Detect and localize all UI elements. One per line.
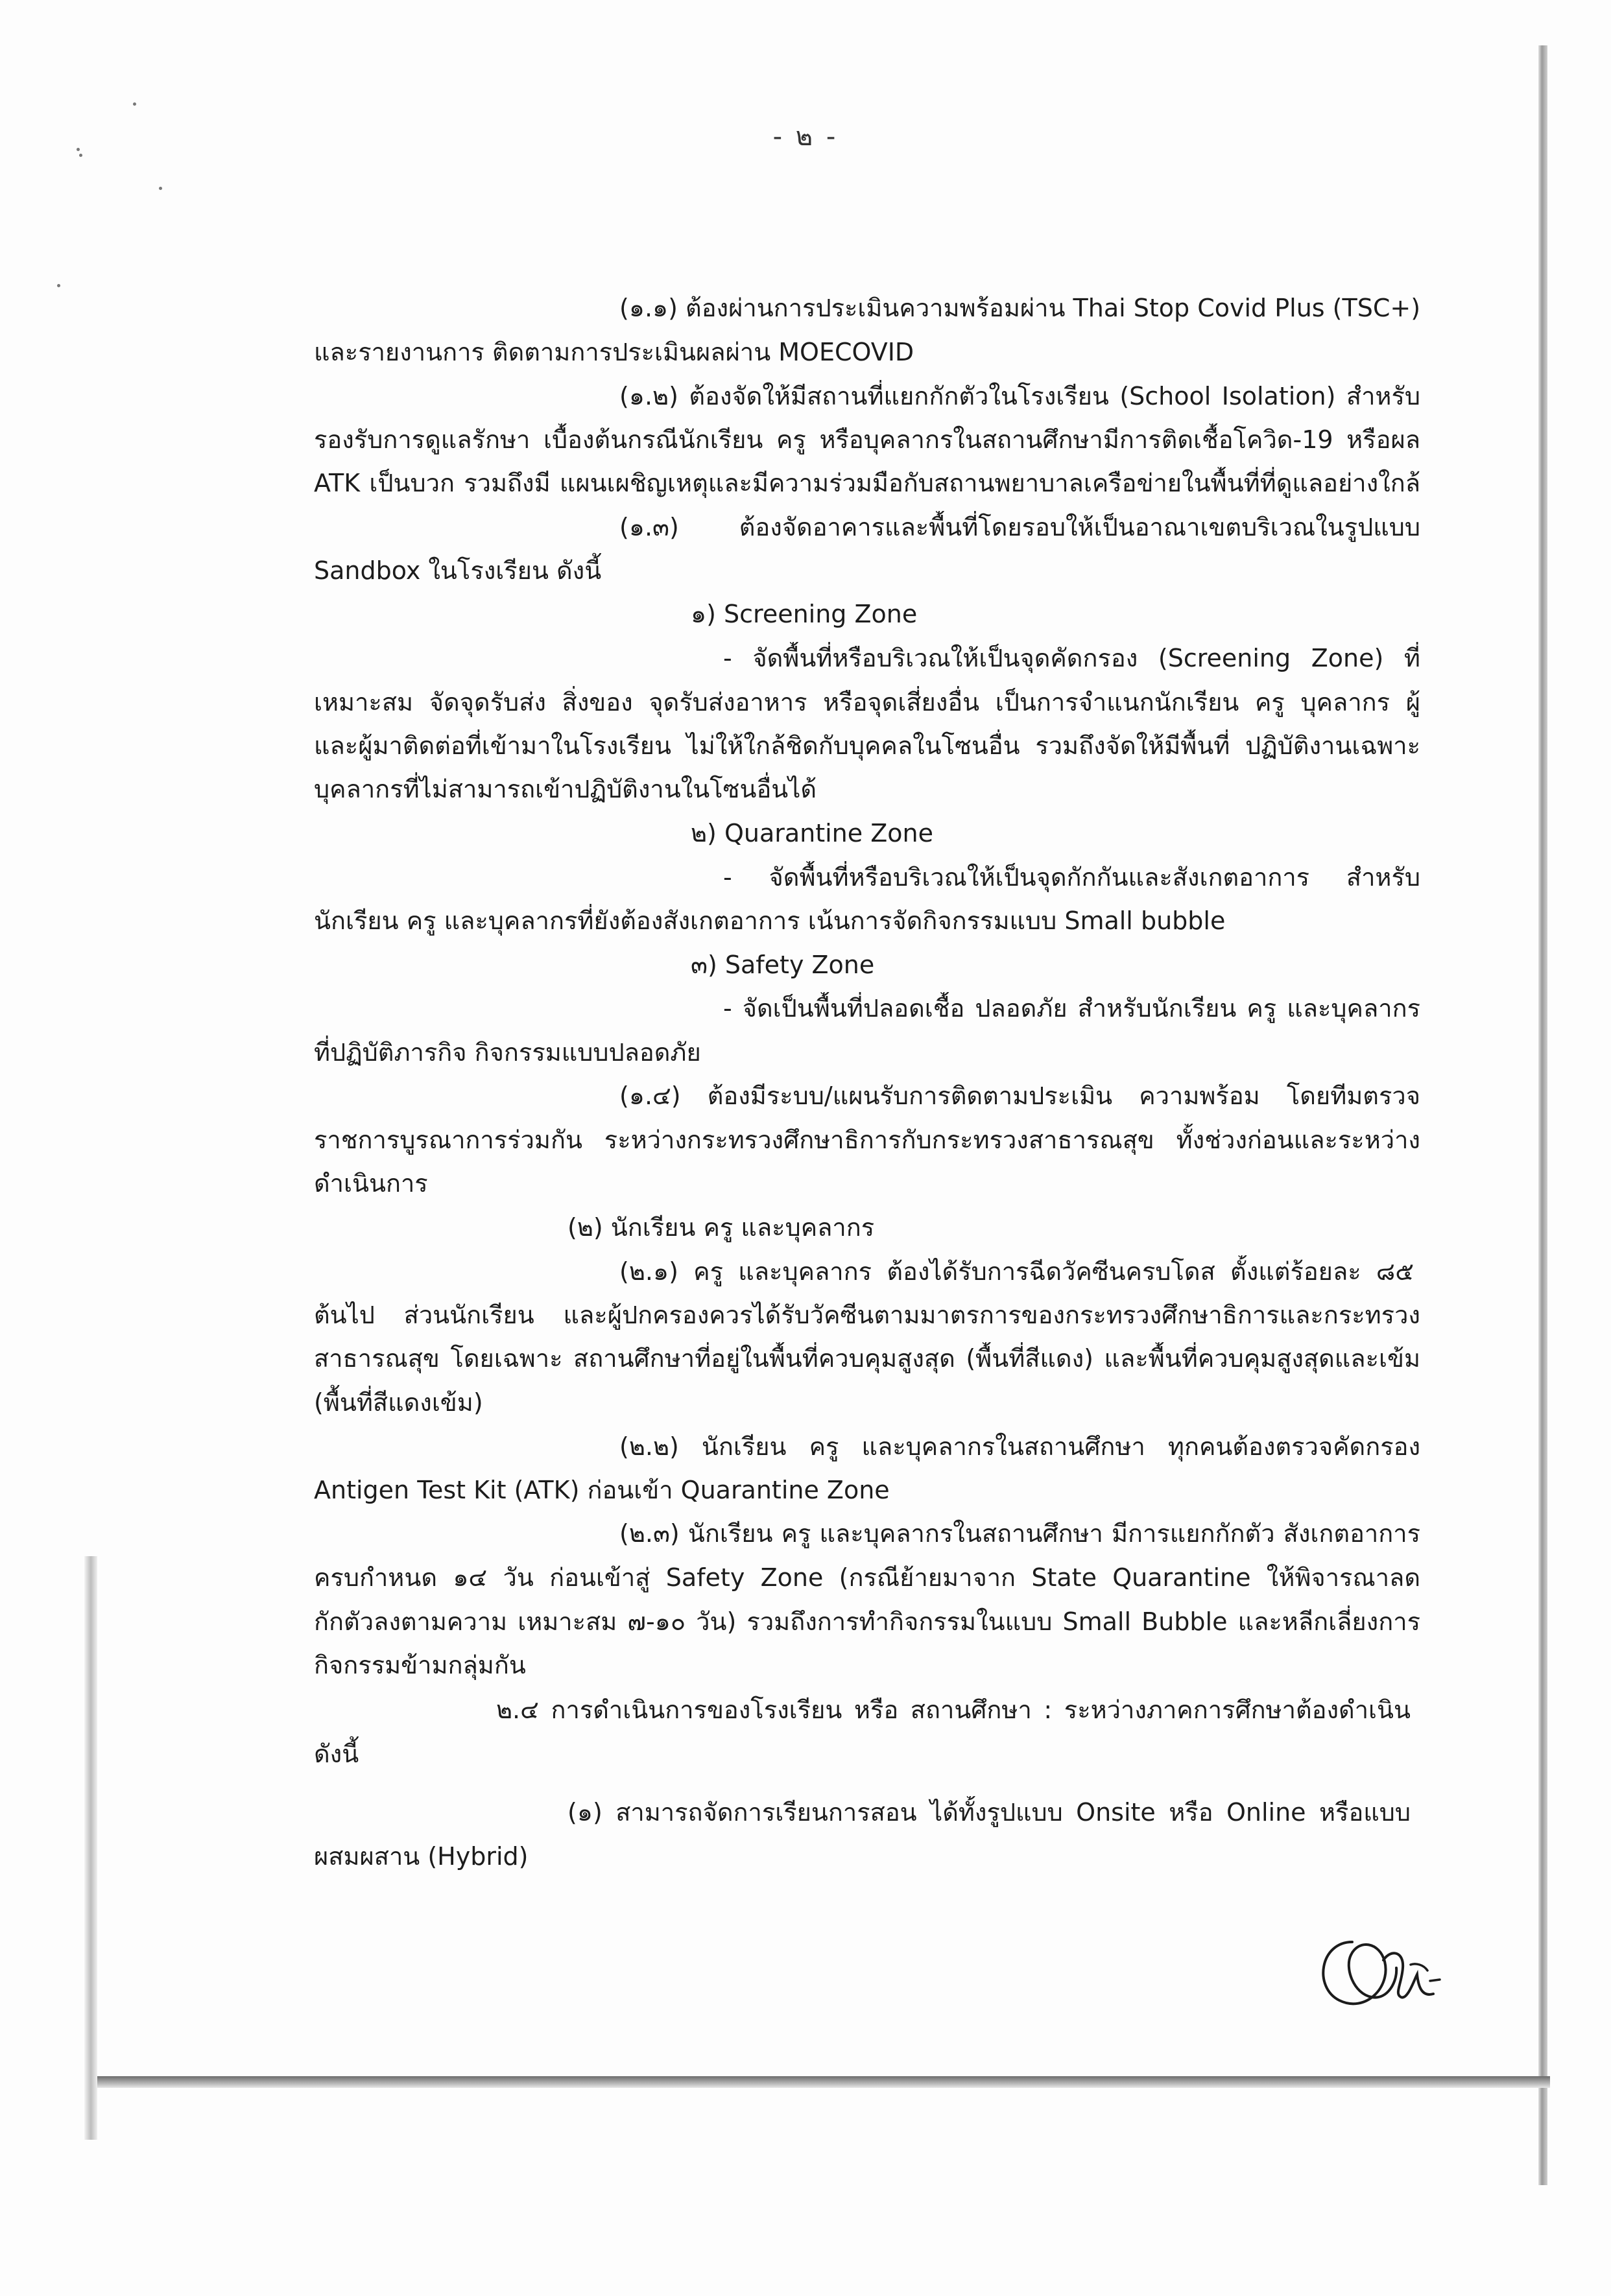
text-line: - จัดพื้นที่หรือบริเวณให้เป็นจุดคัดกรอง (Screening Zone) ที่ bbox=[723, 644, 1420, 672]
text-line: และผู้มาติดต่อที่เข้ามาในโรงเรียน ไม่ให้ใกล้ชิดกับบุคคลในโซนอื่น รวมถึงจัดให้มีพื้นที่ ปฏิบัติงานเฉพาะ bbox=[314, 731, 1420, 760]
scan-shadow-right bbox=[1538, 45, 1547, 2185]
text-line: (๑.๒) ต้องจัดให้มีสถานที่แยกกักตัวในโรงเรียน (School Isolation) สำหรับ bbox=[619, 382, 1420, 410]
text-line: รองรับการดูแลรักษา เบื้องต้นกรณีนักเรียน ครู หรือบุคลากรในสถานศึกษามีการติดเชื้อโควิด-19 หรือผล bbox=[314, 425, 1420, 454]
text-line: ๑) Screening Zone bbox=[691, 600, 918, 628]
signature-initials bbox=[1307, 1903, 1450, 2033]
text-line: และรายงานการ ติดตามการประเมินผลผ่าน MOECOVID bbox=[314, 338, 914, 366]
text-line: เหมาะสม จัดจุดรับส่ง สิ่งของ จุดรับส่งอาหาร หรือจุดเสี่ยงอื่น เป็นการจำแนกนักเรียน ครู บุคลากร ผู้ bbox=[314, 688, 1420, 716]
text-line: (พื้นที่สีแดงเข้ม) bbox=[314, 1388, 483, 1417]
text-line: (๑.๓) ต้องจัดอาคารและพื้นที่โดยรอบให้เป็นอาณาเขตบริเวณในรูปแบบ bbox=[619, 513, 1420, 541]
scan-shadow-left bbox=[84, 1556, 97, 2140]
scan-shadow-bottom bbox=[97, 2076, 1550, 2088]
text-line: Antigen Test Kit (ATK) ก่อนเข้า Quarantine Zone bbox=[314, 1476, 890, 1504]
text-line: - จัดเป็นพื้นที่ปลอดเชื้อ ปลอดภัย สำหรับนักเรียน ครู และบุคลากร bbox=[723, 994, 1420, 1023]
text-line: ๓) Safety Zone bbox=[691, 951, 875, 979]
scan-speck bbox=[133, 102, 136, 106]
text-line: นักเรียน ครู และบุคลากรที่ยังต้องสังเกตอาการ เน้นการจัดกิจกรรมแบบ Small bubble bbox=[314, 906, 1226, 935]
text-line: (๑.๑) ต้องผ่านการประเมินความพร้อมผ่าน Thai Stop Covid Plus (TSC+) bbox=[619, 294, 1421, 322]
text-line: ดำเนินการ bbox=[314, 1169, 428, 1198]
text-line: กิจกรรมข้ามกลุ่มกัน bbox=[314, 1651, 526, 1679]
text-line: Sandbox ในโรงเรียน ดังนี้ bbox=[314, 556, 602, 585]
scan-speck bbox=[159, 187, 162, 190]
page-number: - ๒ - bbox=[772, 122, 839, 152]
text-line: (๒.๓) นักเรียน ครู และบุคลากรในสถานศึกษา มีการแยกกักตัว สังเกตอาการ bbox=[619, 1519, 1420, 1548]
text-line: บุคลากรที่ไม่สามารถเข้าปฏิบัติงานในโซนอื่นได้ bbox=[314, 775, 817, 803]
text-line: (๑) สามารถจัดการเรียนการสอน ได้ทั้งรูปแบบ Onsite หรือ Online หรือแบบ bbox=[567, 1798, 1411, 1827]
text-line: ๒) Quarantine Zone bbox=[691, 819, 933, 847]
text-line: (๒) นักเรียน ครู และบุคลากร bbox=[567, 1213, 875, 1242]
text-line: ต้นไป ส่วนนักเรียน และผู้ปกครองควรได้รับวัคซีนตามมาตรการของกระทรวงศึกษาธิการและกระทรวง bbox=[314, 1301, 1420, 1329]
text-line: - จัดพื้นที่หรือบริเวณให้เป็นจุดกักกันและสังเกตอาการ สำหรับ bbox=[723, 863, 1420, 892]
text-line: (๒.๒) นักเรียน ครู และบุคลากรในสถานศึกษา ทุกคนต้องตรวจคัดกรอง bbox=[619, 1432, 1420, 1461]
text-line: ดังนี้ bbox=[314, 1740, 359, 1768]
text-line: สาธารณสุข โดยเฉพาะ สถานศึกษาที่อยู่ในพื้นที่ควบคุมสูงสุด (พื้นที่สีแดง) และพื้นที่ควบคุมสูงสุดและเข้ม bbox=[314, 1344, 1420, 1373]
text-line: ที่ปฏิบัติภารกิจ กิจกรรมแบบปลอดภัย bbox=[314, 1038, 701, 1067]
text-line: ATK เป็นบวก รวมถึงมี แผนเผชิญเหตุและมีความร่วมมือกับสถานพยาบาลเครือข่ายในพื้นที่ที่ดูแลอย่างใกล้ bbox=[314, 469, 1420, 497]
text-line: (๑.๔) ต้องมีระบบ/แผนรับการติดตามประเมิน ความพร้อม โดยทีมตรวจ bbox=[619, 1082, 1420, 1110]
text-line: ครบกำหนด ๑๔ วัน ก่อนเข้าสู่ Safety Zone (กรณีย้ายมาจาก State Quarantine ให้พิจารณาลด bbox=[314, 1563, 1420, 1592]
text-line: ราชการบูรณาการร่วมกัน ระหว่างกระทรวงศึกษาธิการกับกระทรวงสาธารณสุข ทั้งช่วงก่อนและระหว่าง bbox=[314, 1126, 1420, 1154]
text-line: ผสมผสาน (Hybrid) bbox=[314, 1842, 529, 1871]
text-line: ๒.๔ การดำเนินการของโรงเรียน หรือ สถานศึกษา : ระหว่างภาคการศึกษาต้องดำเนิน bbox=[496, 1696, 1411, 1724]
text-line: (๒.๑) ครู และบุคลากร ต้องได้รับการฉีดวัคซีนครบโดส ตั้งแต่ร้อยละ ๘๕ bbox=[619, 1257, 1414, 1286]
scan-speck bbox=[57, 284, 60, 287]
text-line: กักตัวลงตามความ เหมาะสม ๗-๑๐ วัน) รวมถึงการทำกิจกรรมในแบบ Small Bubble และหลีกเลี่ยงการ bbox=[314, 1607, 1420, 1636]
